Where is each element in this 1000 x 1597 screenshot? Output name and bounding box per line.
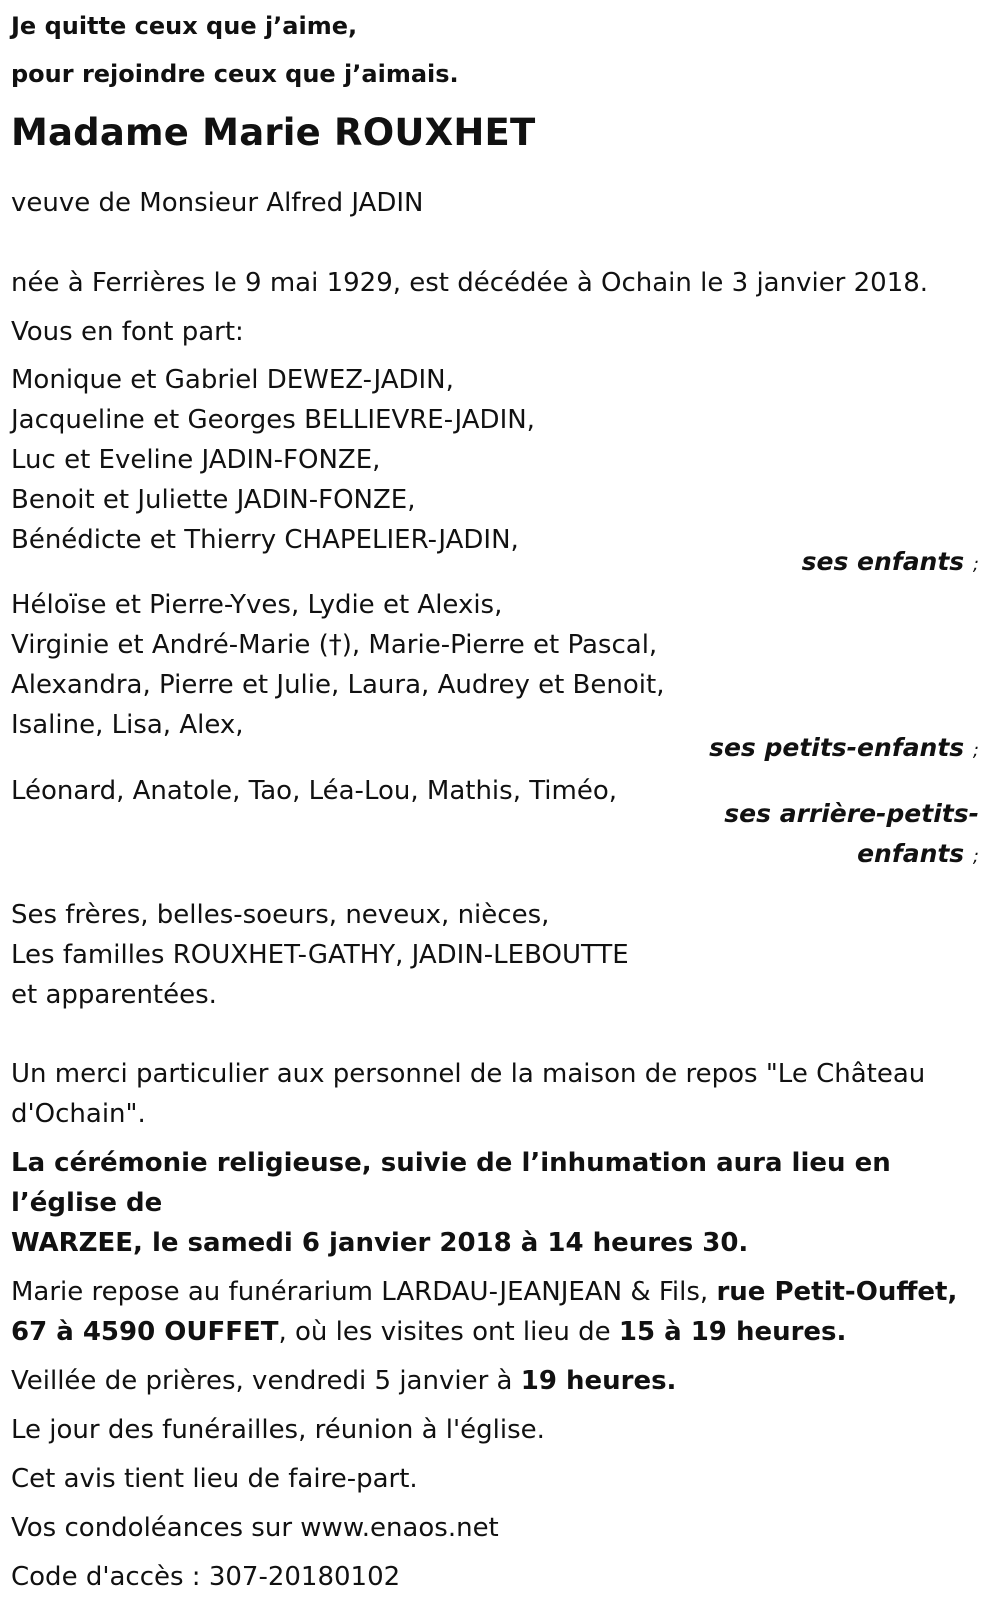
thanks [11,1054,979,1134]
list-item: Benoit et Juliette JADIN-FONZE, [11,485,416,515]
funeral-home-address: rue Petit-Ouffet, [716,1277,958,1307]
list-item: Léonard, Anatole, Tao, Léa-Lou, Mathis, Timéo, [11,776,618,806]
role-semicolon: ; [972,740,979,761]
list-item: Jacqueline et Georges BELLIEVRE-JADIN, [11,405,535,435]
funeral-home-text: Marie repose au funérarium LARDAU-JEANJEAN & Fils, [11,1277,717,1307]
notice: Cet avis tient lieu de faire-part. [11,1464,418,1494]
list-item: Les familles ROUXHET-GATHY, JADIN-LEBOUTTE [11,940,629,970]
widow-of: veuve de Monsieur Alfred JADIN [11,188,424,218]
deceased-name: Madame Marie ROUXHET [11,111,536,154]
ceremony-line: La cérémonie religieuse, suivie de l’inhumation aura lieu en l’église de [11,1148,891,1218]
role-label: ses arrière-petits- [724,799,979,828]
funeral-home-text: , où les visites ont lieu de [278,1317,619,1347]
list-item: Isaline, Lisa, Alex, [11,710,244,740]
role-semicolon: ; [972,554,979,575]
access-code: Code d'accès : 307-20180102 [11,1562,401,1592]
role-label: enfants [857,839,965,868]
vigil-time: 19 heures. [520,1366,677,1396]
epigraph [11,2,979,98]
children-list [11,360,979,560]
visiting-hours: 15 à 19 heures. [618,1317,847,1347]
list-item: Bénédicte et Thierry CHAPELIER-JADIN, [11,525,519,555]
list-item: Virginie et André-Marie (†), Marie-Pierre et Pascal, [11,630,658,660]
role-label: ses petits-enfants [709,733,965,762]
condolences: Vos condoléances sur www.enaos.net [11,1513,499,1543]
list-item: Luc et Eveline JADIN-FONZE, [11,445,381,475]
epigraph-line: pour rejoindre ceux que j’aimais. [11,60,459,88]
thanks-line: Un merci particulier aux personnel de la maison de repos "Le Château [11,1059,926,1089]
role-semicolon: ; [972,846,979,867]
vigil [11,1361,979,1401]
list-item: et apparentées. [11,980,217,1010]
obituary-notice [11,0,979,1597]
thanks-line: d'Ochain". [11,1099,146,1129]
list-item: Monique et Gabriel DEWEZ-JADIN, [11,365,454,395]
grandchildren-list [11,585,979,745]
ceremony-line: WARZEE, le samedi 6 janvier 2018 à 14 heures 30. [11,1228,749,1258]
funeral-home [11,1272,979,1352]
list-item: Héloïse et Pierre-Yves, Lydie et Alexis, [11,590,503,620]
list-item: Alexandra, Pierre et Julie, Laura, Audrey et Benoit, [11,670,665,700]
announce: Vous en font part: [11,317,244,347]
meeting: Le jour des funérailles, réunion à l'église. [11,1415,545,1445]
family-list [11,895,979,1015]
ceremony [11,1143,979,1263]
birth-death: née à Ferrières le 9 mai 1929, est décédée à Ochain le 3 janvier 2018. [11,268,929,298]
funeral-home-address: 67 à 4590 OUFFET [11,1317,279,1347]
role-label: ses enfants [801,547,965,576]
epigraph-line: Je quitte ceux que j’aime, [11,12,358,40]
vigil-text: Veillée de prières, vendredi 5 janvier à [11,1366,521,1396]
list-item: Ses frères, belles-soeurs, neveux, nièces, [11,900,550,930]
